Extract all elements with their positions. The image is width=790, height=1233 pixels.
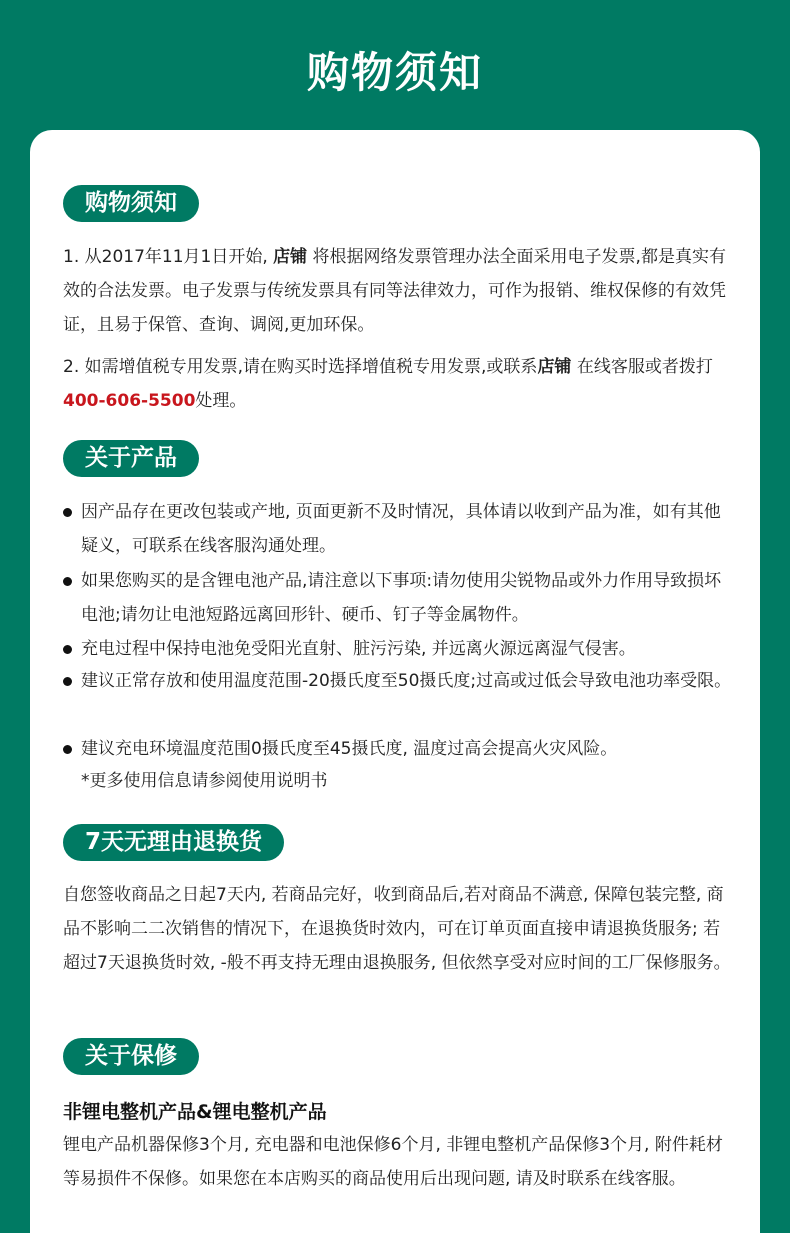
notice-item-2	[63, 350, 733, 418]
section-heading-product: 关于产品	[63, 440, 199, 477]
list-item	[63, 664, 733, 698]
list-item-text: 充电过程中保持电池免受阳光直射、脏污污染, 并远离火源远离湿气侵害。	[81, 639, 636, 659]
list-item	[63, 732, 733, 766]
list-item-text: 因产品存在更改包装或产地, 页面更新不及时情况，具体请以收到产品为准，如有其他疑义，可联系在线客服沟通处理。	[81, 502, 721, 556]
section-heading-notice: 购物须知	[63, 185, 199, 222]
bullet-icon	[63, 577, 72, 586]
list-item-text: 建议充电环境温度范围0摄氏度至45摄氏度, 温度过高会提高火灾风险。	[81, 739, 618, 759]
list-item	[63, 564, 733, 632]
notice-item-2-prefix: 2. 如需增值税专用发票,请在购买时选择增值税专用发票,或联系	[63, 357, 538, 377]
section-heading-warranty: 关于保修	[63, 1038, 199, 1075]
store-name: 店铺	[273, 247, 308, 267]
notice-item-1-text: 将根据网络发票管理办法全面采用电子发票,都是真实有效的合法发票。电子发票与传统发票具有同等法律效力，可作为报销、维权保修的有效凭证，且易于保管、查询、调阅,更加环保。	[63, 247, 726, 335]
list-item	[63, 495, 733, 563]
bullet-icon	[63, 745, 72, 754]
notice-item-1-prefix: 1. 从2017年11月1日开始,	[63, 247, 274, 267]
section-heading-return: 7天无理由退换货	[63, 824, 284, 861]
page-title: 购物须知	[306, 48, 483, 97]
list-item	[63, 632, 733, 666]
notice-item-2-middle: 在线客服或者拨打	[571, 357, 713, 377]
bullet-icon	[63, 677, 72, 686]
bullet-icon	[63, 645, 72, 654]
return-policy-text: 自您签收商品之日起7天内, 若商品完好，收到商品后,若对商品不满意, 保障包装完整, 商品不影响二二次销售的情况下，在退换货时效内，可在订单页面直接申请退换货服务; 若超过7天退换货时效, -般不再支持无理由退换服务, 但依然享受对应时间的工厂保修服务。	[63, 885, 731, 973]
notice-item-1	[63, 240, 733, 342]
list-item-text: 建议正常存放和使用温度范围-20摄氏度至50摄氏度;过高或过低会导致电池功率受限。	[81, 671, 732, 691]
list-item-text: 如果您购买的是含锂电池产品,请注意以下事项:请勿使用尖锐物品或外力作用导致损坏电池;请勿让电池短路远离回形针、硬币、钉子等金属物件。	[81, 571, 722, 625]
warranty-text: 锂电产品机器保修3个月, 充电器和电池保修6个月, 非锂电整机产品保修3个月, 附件耗材等易损件不保修。如果您在本店购买的商品使用后出现问题, 请及时联系在线客服。	[63, 1135, 723, 1189]
notice-item-2-suffix: 处理。	[195, 391, 247, 411]
product-note: *更多使用信息请参阅使用说明书	[81, 771, 328, 791]
bullet-icon	[63, 508, 72, 517]
service-phone: 400-606-5500	[63, 391, 196, 411]
store-name: 店铺	[537, 357, 572, 377]
warranty-subheading: 非锂电整机产品&锂电整机产品	[63, 1101, 327, 1123]
